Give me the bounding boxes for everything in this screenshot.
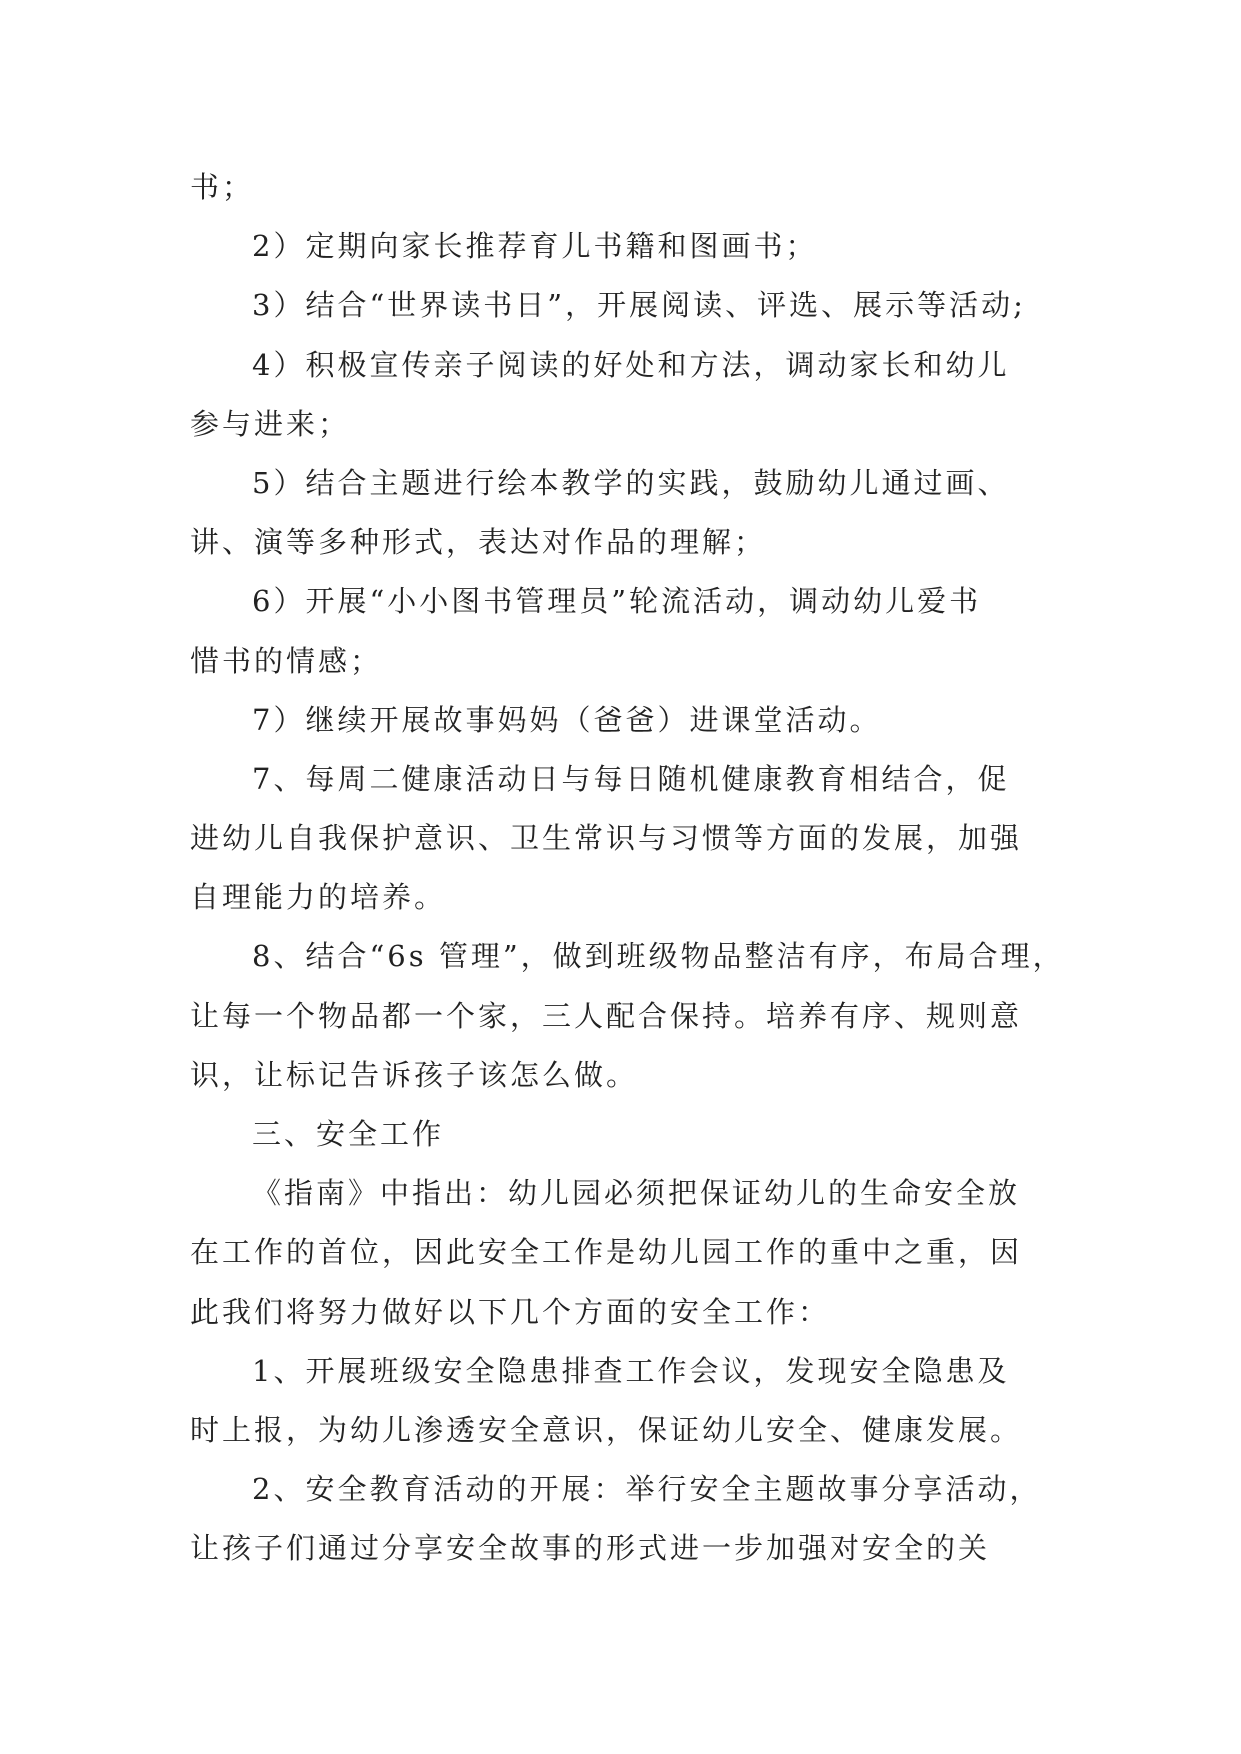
text-line: 6）开展“小小图书管理员”轮流活动，调动幼儿爱书	[252, 584, 982, 619]
text-line: 让每一个物品都一个家，三人配合保持。培养有序、规则意	[190, 998, 1023, 1033]
text-line: 7）继续开展故事妈妈（爸爸）进课堂活动。	[252, 702, 882, 737]
text-line: 惜书的情感；	[190, 643, 383, 678]
text-line: 让孩子们通过分享安全故事的形式进一步加强对安全的关	[190, 1531, 991, 1566]
text-line: 此我们将努力做好以下几个方面的安全工作：	[190, 1294, 831, 1329]
text-line: 书；	[190, 170, 255, 204]
text-line: 5）结合主题进行绘本教学的实践，鼓励幼儿通过画、	[252, 465, 1010, 500]
text-line: 参与进来；	[190, 406, 351, 441]
text-line: 时上报，为幼儿渗透安全意识，保证幼儿安全、健康发展。	[190, 1412, 1023, 1447]
text-line: 1、开展班级安全隐患排查工作会议，发现安全隐患及	[252, 1353, 1010, 1388]
text-line: 3）结合“世界读书日”，开展阅读、评选、展示等活动;	[252, 288, 1026, 323]
text-line: 2）定期向家长推荐育儿书籍和图画书；	[252, 229, 818, 264]
text-line: 进幼儿自我保护意识、卫生常识与习惯等方面的发展，加强	[190, 821, 1023, 856]
text-line: 识，让标记告诉孩子该怎么做。	[190, 1057, 639, 1092]
text-line: 《指南》中指出：幼儿园必须把保证幼儿的生命安全放	[252, 1176, 1021, 1211]
text-line: 自理能力的培养。	[190, 880, 447, 915]
text-line: 讲、演等多种形式，表达对作品的理解；	[190, 525, 767, 560]
text-line: 8、结合“6s 管理”，做到班级物品整洁有序，布局合理，	[252, 939, 1065, 974]
text-line: 7、每周二健康活动日与每日随机健康教育相结合，促	[252, 761, 1010, 796]
text-line: 4）积极宣传亲子阅读的好处和方法，调动家长和幼儿	[252, 347, 1010, 382]
text-line: 三、安全工作	[252, 1117, 445, 1151]
text-line: 在工作的首位，因此安全工作是幼儿园工作的重中之重，因	[190, 1235, 1023, 1270]
document-body	[190, 158, 1065, 1579]
text-line: 2、安全教育活动的开展：举行安全主题故事分享活动，	[252, 1472, 1042, 1507]
